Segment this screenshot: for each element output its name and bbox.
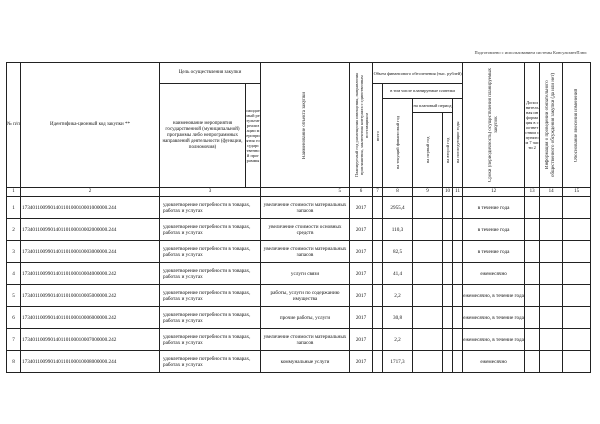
row-number: 8 — [7, 351, 21, 373]
column-number: 9 — [413, 188, 443, 197]
header-later: на последующие годы — [453, 98, 463, 188]
row-amount: 30,8 — [383, 307, 413, 329]
row-purpose: удовлетворение потребности в товарах, работах и услугах — [160, 285, 261, 307]
header-total: всего — [373, 84, 383, 188]
header-year: Планируемый год размещения извещения, направления приглашения, заключения контракта с единственным поставщиком — [350, 63, 373, 188]
row-year: 2017 — [350, 351, 373, 373]
header-second: на второй год — [443, 113, 453, 188]
row-year: 2017 — [350, 307, 373, 329]
header-current: на текущий финансовый год — [383, 98, 413, 188]
row-empty — [540, 351, 563, 373]
row-empty — [373, 219, 383, 241]
row-object: увеличение стоимости материальных запасов — [261, 197, 350, 219]
header-justification: Обоснование внесения изменений — [563, 63, 591, 188]
row-code: 173401100990140110100010002000000.244 — [21, 219, 160, 241]
column-number-row — [7, 188, 591, 197]
row-empty — [540, 263, 563, 285]
row-code: 173401100990140110100010001000000.244 — [21, 197, 160, 219]
row-number: 6 — [7, 307, 21, 329]
row-empty — [373, 351, 383, 373]
row-empty — [563, 241, 591, 263]
row-object: увеличение стоимости материальных запасов — [261, 241, 350, 263]
row-empty — [413, 307, 443, 329]
row-year: 2017 — [350, 219, 373, 241]
column-number: 2 — [21, 188, 160, 197]
row-year: 2017 — [350, 329, 373, 351]
row-term: в течение года — [463, 219, 525, 241]
row-empty — [453, 329, 463, 351]
header-ikz: Идентифика-ционный код закупки ** — [21, 63, 160, 188]
column-number: 15 — [563, 188, 591, 197]
row-empty — [563, 329, 591, 351]
table-row — [7, 241, 591, 263]
table-row — [7, 197, 591, 219]
row-empty — [413, 263, 443, 285]
row-empty — [443, 285, 453, 307]
row-code: 173401100990140110100010007000000.242 — [21, 329, 160, 351]
row-empty — [525, 351, 540, 373]
row-empty — [540, 307, 563, 329]
row-empty — [373, 263, 383, 285]
row-term: в течение года — [463, 197, 525, 219]
row-purpose: удовлетворение потребности в товарах, работах и услугах — [160, 351, 261, 373]
row-number: 4 — [7, 263, 21, 285]
row-empty — [413, 351, 443, 373]
row-empty — [525, 263, 540, 285]
row-empty — [563, 351, 591, 373]
header-planned: на плановый период — [413, 98, 453, 113]
row-empty — [443, 329, 453, 351]
row-empty — [453, 285, 463, 307]
header-goal: Цель осуществления закупки — [160, 63, 261, 84]
row-empty — [540, 285, 563, 307]
table-row — [7, 307, 591, 329]
row-term: ежемесячно — [463, 351, 525, 373]
row-empty — [525, 197, 540, 219]
header-goal-event: наименование мероприятия государственной (муниципальной) программы либо непрограммных направлений деятельности (функции, полномочия) — [160, 84, 246, 188]
row-empty — [373, 307, 383, 329]
row-empty — [443, 351, 453, 373]
row-year: 2017 — [350, 263, 373, 285]
table-row — [7, 263, 591, 285]
row-empty — [540, 241, 563, 263]
column-number: 10 — [443, 188, 453, 197]
column-number: 5 — [261, 188, 350, 197]
column-number: 13 — [525, 188, 540, 197]
row-code: 173401100990140110100010006000000.242 — [21, 307, 160, 329]
header-discussion: Информация о проведении обязательного общественного обсуждения закупки (да или нет) — [540, 63, 563, 188]
row-code: 173401100990140110100010008000000.244 — [21, 351, 160, 373]
row-empty — [453, 263, 463, 285]
column-number: 11 — [453, 188, 463, 197]
row-empty — [563, 197, 591, 219]
row-object: работы, услуги по содержанию имущества — [261, 285, 350, 307]
row-year: 2017 — [350, 241, 373, 263]
header-terms: Сроки (периодичность) осуществления планируемых закупок — [463, 63, 525, 188]
row-empty — [373, 197, 383, 219]
row-number: 5 — [7, 285, 21, 307]
row-code: 173401100990140110100010004000000.242 — [21, 263, 160, 285]
row-empty — [563, 307, 591, 329]
column-number: 8 — [383, 188, 413, 197]
table-row — [7, 351, 591, 373]
header-object: Наименование объекта закупки — [261, 63, 350, 188]
row-empty — [443, 241, 453, 263]
row-empty — [453, 197, 463, 219]
column-number: 6 — [350, 188, 373, 197]
row-empty — [540, 219, 563, 241]
row-empty — [373, 241, 383, 263]
row-empty — [413, 285, 443, 307]
row-empty — [525, 329, 540, 351]
row-empty — [525, 285, 540, 307]
header-extra: Дополнительная информация в соответствии с пунктом 7 части 2 — [525, 63, 540, 188]
row-code: 173401100990140110100010003000000.244 — [21, 241, 160, 263]
header-including: в том числе планируемые платежи — [383, 84, 463, 99]
row-object: прочие работы, услуги — [261, 307, 350, 329]
row-empty — [453, 219, 463, 241]
row-empty — [540, 329, 563, 351]
table-row — [7, 219, 591, 241]
row-amount: 2,2 — [383, 285, 413, 307]
row-empty — [413, 219, 443, 241]
row-empty — [525, 219, 540, 241]
row-object: коммунальные услуги — [261, 351, 350, 373]
row-empty — [563, 263, 591, 285]
header-no: № п/п — [7, 63, 21, 188]
row-number: 1 — [7, 197, 21, 219]
row-amount: 41,4 — [383, 263, 413, 285]
row-number: 3 — [7, 241, 21, 263]
header-first: на первый год — [413, 113, 443, 188]
row-empty — [563, 285, 591, 307]
row-object: увеличение стоимости основных средств — [261, 219, 350, 241]
row-term: ежемесячно, в течение года — [463, 307, 525, 329]
row-empty — [453, 351, 463, 373]
column-number: 7 — [373, 188, 383, 197]
row-amount: 110,3 — [383, 219, 413, 241]
row-empty — [453, 307, 463, 329]
row-empty — [373, 329, 383, 351]
row-purpose: удовлетворение потребности в товарах, работах и услугах — [160, 263, 261, 285]
row-year: 2017 — [350, 285, 373, 307]
row-amount: 2,2 — [383, 329, 413, 351]
row-empty — [540, 197, 563, 219]
row-term: ежемесячно, в течение года — [463, 285, 525, 307]
row-empty — [373, 285, 383, 307]
column-number: 14 — [540, 188, 563, 197]
row-empty — [413, 329, 443, 351]
row-object: увеличение стоимости материальных запасов — [261, 329, 350, 351]
row-number: 2 — [7, 219, 21, 241]
row-empty — [563, 219, 591, 241]
row-empty — [443, 197, 453, 219]
row-purpose: удовлетворение потребности в товарах, работах и услугах — [160, 197, 261, 219]
table-row — [7, 285, 591, 307]
header-goal-result: ожидаемый результат реализации мероприятия государственной программы — [246, 84, 261, 188]
row-purpose: удовлетворение потребности в товарах, работах и услугах — [160, 329, 261, 351]
row-amount: 82,5 — [383, 241, 413, 263]
row-purpose: удовлетворение потребности в товарах, работах и услугах — [160, 241, 261, 263]
consultant-tag: Подготовлено с использованием системы КонсультантПлюс — [474, 50, 587, 55]
row-amount: 2955,4 — [383, 197, 413, 219]
row-number: 7 — [7, 329, 21, 351]
row-empty — [443, 307, 453, 329]
row-purpose: удовлетворение потребности в товарах, работах и услугах — [160, 307, 261, 329]
row-empty — [443, 219, 453, 241]
column-number: 3 — [160, 188, 261, 197]
row-term: ежемесячно — [463, 263, 525, 285]
column-number: 12 — [463, 188, 525, 197]
row-empty — [443, 263, 453, 285]
row-empty — [413, 197, 443, 219]
row-year: 2017 — [350, 197, 373, 219]
row-term: в течение года — [463, 241, 525, 263]
row-empty — [453, 241, 463, 263]
procurement-plan-table — [6, 62, 591, 373]
row-empty — [525, 241, 540, 263]
row-amount: 1717,3 — [383, 351, 413, 373]
row-term: ежемесячно, в течение года — [463, 329, 525, 351]
row-empty — [413, 241, 443, 263]
header-volume: Объем финансового обеспечения (тыс. рублей) — [373, 63, 463, 84]
table-row — [7, 329, 591, 351]
row-empty — [525, 307, 540, 329]
column-number: 1 — [7, 188, 21, 197]
header-row-1 — [7, 63, 591, 84]
row-code: 173401100990140110100010005000000.242 — [21, 285, 160, 307]
row-object: услуги связи — [261, 263, 350, 285]
row-purpose: удовлетворение потребности в товарах, работах и услугах — [160, 219, 261, 241]
